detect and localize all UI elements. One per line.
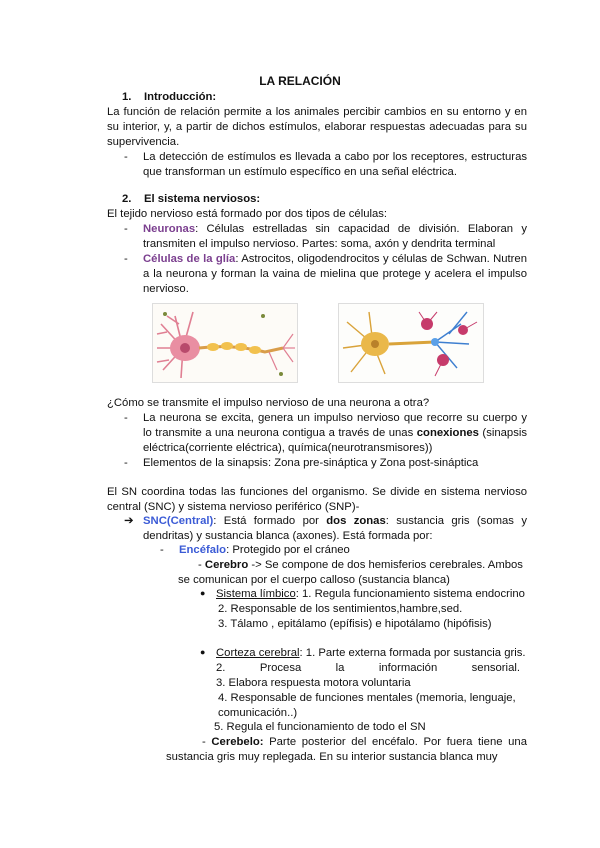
limbic-line-3: 3. Tálamo , epitálamo (epífisis) e hipotálamo (hipófisis): [218, 618, 492, 630]
limbic-line-1: Sistema límbico: 1. Regula funcionamiento sistema endocrino: [216, 588, 525, 600]
arrow-icon: ➔: [124, 515, 134, 527]
intro-paragraph: La función de relación permite a los animales percibir cambios en su entorno y en su interior, y, a partir de dichos estímulos, elaborar respuestas adecuadas para su supervivencia.: [107, 106, 527, 148]
nervous-paragraph: El tejido nervioso está formado por dos tipos de células:: [107, 208, 388, 220]
dash-bullet: -: [124, 412, 128, 424]
neuron-image: [152, 303, 298, 383]
impulse-bullet-2: Elementos de la sinapsis: Zona pre-sináptica y Zona post-sináptica: [143, 457, 479, 469]
synapse-illustration: [339, 304, 483, 382]
neuron-illustration: [153, 304, 297, 382]
dash-bullet: -: [124, 223, 128, 235]
glia-term: Células de la glía: [143, 253, 236, 265]
cortex-line-5: 5. Regula el funcionamiento de todo el SN: [214, 721, 426, 733]
cortex-line-2: 2. Procesa la información sensorial.: [216, 662, 520, 674]
neuronas-term: Neuronas: [143, 223, 196, 235]
dash-bullet: -: [160, 544, 164, 556]
cortex-line-1: Corteza cerebral: 1. Parte externa formada por sustancia gris.: [216, 647, 526, 659]
dot-bullet: ●: [200, 647, 206, 657]
cortex-line-3: 3. Elabora respuesta motora voluntaria: [216, 677, 411, 689]
page-title: LA RELACIÓN: [259, 74, 341, 88]
impulse-question: ¿Cómo se transmite el impulso nervioso de una neurona a otra?: [107, 397, 430, 409]
impulse-bullet-1: La neurona se excita, genera un impulso nervioso que recorre su cuerpo y lo transmite a una neurona contigua a través de unas conexiones (sinapsis eléctrica(corriente eléctrica), química(neurotransmisores)): [143, 412, 528, 454]
limbic-line-2: 2. Responsable de los sentimientos,hambre,sed.: [218, 603, 463, 615]
synapse-image: [338, 303, 484, 383]
dot-bullet: ●: [200, 588, 206, 598]
cerebelo-item: - Cerebelo: Parte posterior del encéfalo. Por fuera tiene una sustancia gris muy replegada. En su interior sustancia blanca muy: [166, 736, 527, 763]
cortex-line-4: 4. Responsable de funciones mentales (memoria, lenguaje, comunicación..): [218, 692, 516, 719]
section-1-heading: Introducción:: [144, 91, 217, 103]
section-2-number: 2.: [122, 193, 132, 205]
cerebro-item: - Cerebro -> Se compone de dos hemisferios cerebrales. Ambos se comunican por el cuerpo calloso (sustancia blanca): [178, 559, 523, 586]
encefalo-term: Encéfalo: [179, 544, 227, 556]
section-1-number: 1.: [122, 91, 132, 103]
neuronas-item: Neuronas: Células estrelladas sin capacidad de división. Elaboran y transmiten el impulso nervioso. Partes: soma, axón y dendrita terminal: [143, 223, 527, 250]
encefalo-item: Encéfalo: Protegido por el cráneo: [179, 544, 350, 556]
glia-item: Células de la glía: Astrocitos, oligodendrocitos y células de Schwan. Nutren a la neurona y forman la vaina de mielina que protege y acelera el impulso nervioso.: [143, 253, 528, 295]
dash-bullet: -: [124, 253, 128, 265]
dash-bullet: -: [124, 457, 128, 469]
sn-paragraph: El SN coordina todas las funciones del organismo. Se divide en sistema nervioso central (SNC) y sistema nervioso periférico (SNP)-: [107, 486, 527, 513]
dash-bullet: -: [124, 151, 128, 163]
intro-bullet: La detección de estímulos es llevada a cabo por los receptores, estructuras que transforman un estímulo específico en una señal eléctrica.: [143, 151, 527, 178]
snc-item: SNC(Central): Está formado por dos zonas: sustancia gris (somas y dendritas) y sustancia blanca (axones). Está formada por:: [143, 515, 527, 542]
section-2-heading: El sistema nerviosos:: [144, 193, 261, 205]
snc-term: SNC(Central): [143, 515, 214, 527]
